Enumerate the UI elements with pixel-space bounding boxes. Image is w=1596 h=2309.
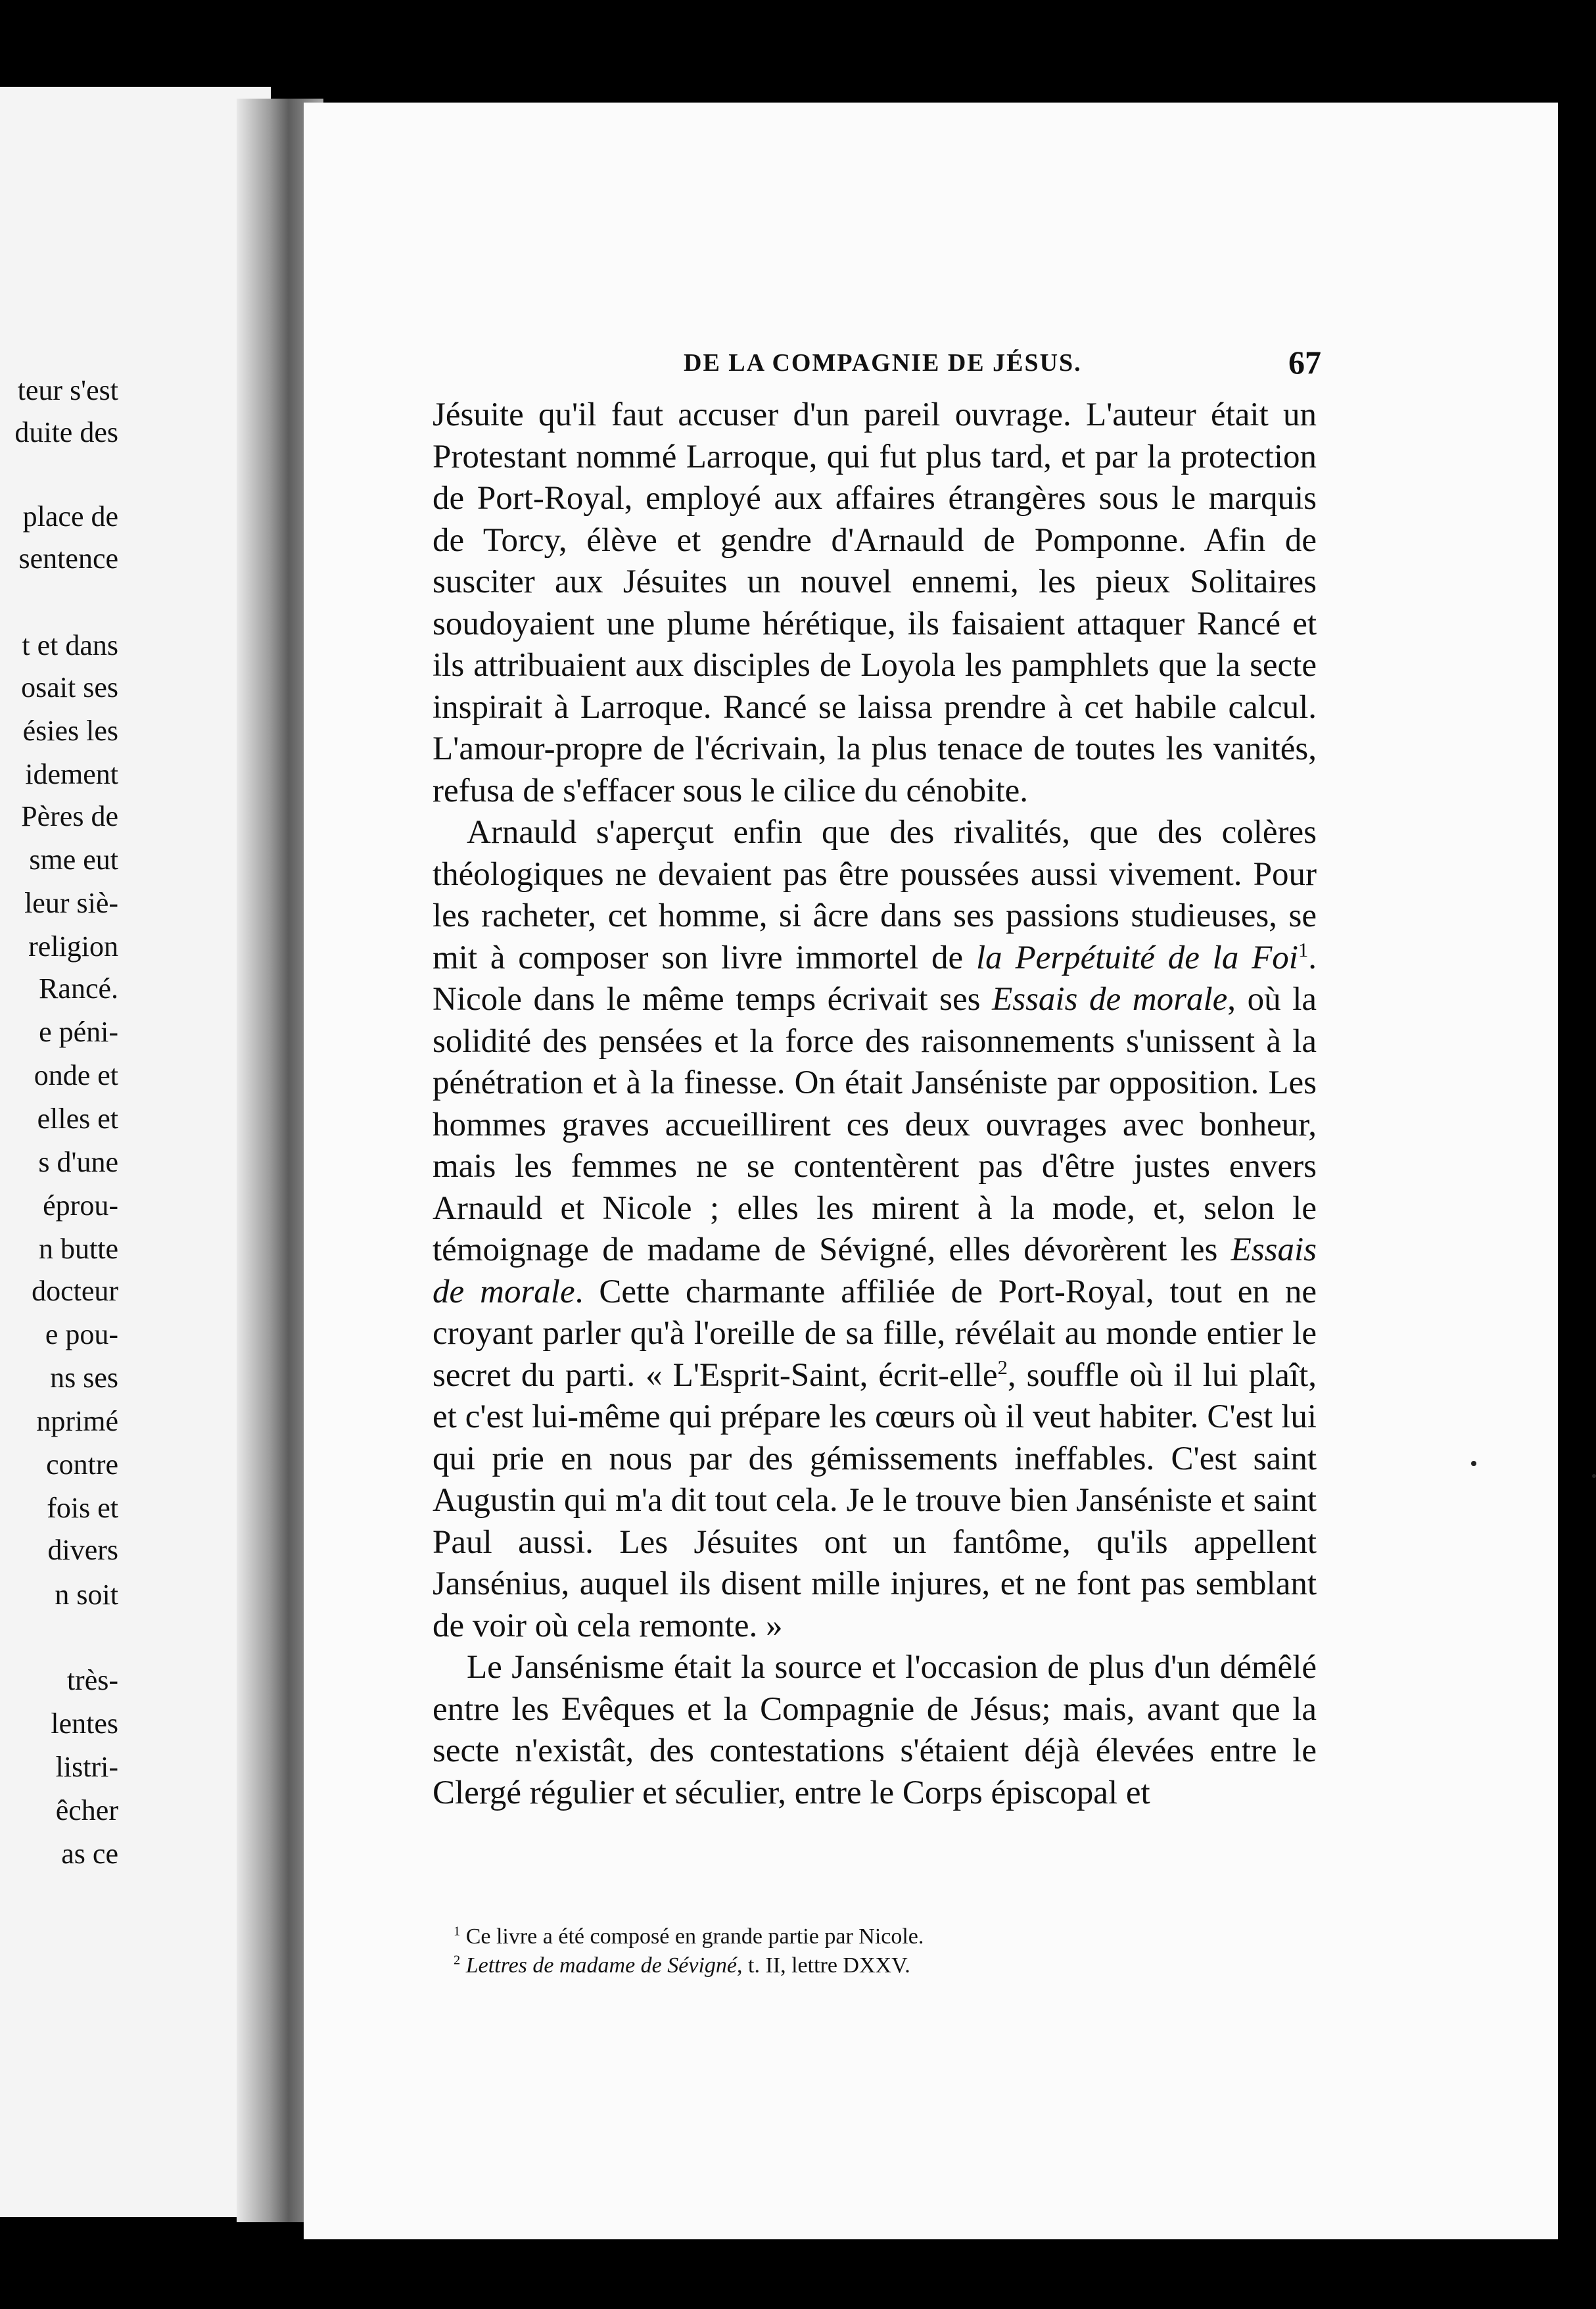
- left-page-line: religion: [28, 930, 118, 963]
- left-page-line: duite des: [14, 416, 118, 448]
- left-page-line: Pères de: [21, 800, 118, 832]
- left-page-line: contre: [46, 1448, 118, 1481]
- left-page-line: fois et: [47, 1492, 118, 1524]
- page-header: [684, 343, 1321, 383]
- paragraph: Le Jansénisme était la source et l'occasion de plus d'un démêlé entre les Evêques et la Compagnie de Jésus; mais, avant que la secte n'existât, des contestations s'étaient déjà élevées entre le Clergé régulier et séculier, entre le Corps épiscopal et: [433, 1649, 1317, 1811]
- left-page-line: e pou-: [45, 1318, 118, 1350]
- left-page-line: place de: [22, 500, 118, 533]
- footnote-reference: 1: [1298, 938, 1309, 961]
- paragraph: [433, 812, 1317, 1647]
- page-speck: [1471, 1461, 1476, 1466]
- left-page-line: teur s'est: [17, 374, 118, 406]
- left-page-line: as ce: [61, 1838, 118, 1870]
- footnote: [454, 1951, 1328, 1980]
- paragraph: Jésuite qu'il faut accuser d'un pareil ouvrage. L'auteur était un Protestant nommé Larroque, qui fut plus tard, et par la protection de Port-Royal, employé aux affaires étrangères sous le marquis de Torcy, élève et gendre d'Arnauld de Pomponne. Afin de susciter aux Jésuites un nouvel ennemi, les pieux Solitaires soudoyaient une plume hérétique, ils faisaient attaquer Rancé et ils attribuaient aux disciples de Loyola les pamphlets que la secte inspirait à Larroque. Rancé se laissa prendre à cet habile calcul. L'amour-propre de l'écrivain, la plus tenace de toutes les vanités, refusa de s'effacer sous le cilice du cénobite.: [433, 396, 1317, 809]
- page-number: 67: [1288, 344, 1321, 381]
- left-page-line: ns ses: [50, 1362, 118, 1394]
- left-page-line: n butte: [39, 1233, 118, 1265]
- left-page-line: idement: [25, 758, 118, 790]
- left-page-line: t et dans: [22, 629, 118, 661]
- book-title: Essais de morale: [992, 981, 1228, 1018]
- paragraph-text: . Cette charmante affiliée de Port-Royal, tout en ne croyant parler qu'à l'oreille de sa fille, révélait au monde entier le secret du parti. « L'Esprit-Saint, écrit-elle: [433, 1273, 1317, 1394]
- footnote-mark: 1: [454, 1924, 461, 1939]
- left-page-line: sentence: [18, 542, 118, 575]
- paragraph-text: Arnauld s'aperçut enfin que des rivalités, que des colères théologiques ne devaient pas être poussées aussi vivement. Pour les racheter, cet homme, si âcre dans ses passions studieuses, se mit à composer son livre immortel de: [433, 814, 1317, 976]
- left-page-line: Rancé.: [39, 972, 118, 1005]
- left-page-line: nprimé: [36, 1405, 118, 1437]
- left-page-line: n soit: [55, 1579, 118, 1611]
- body-text: [433, 394, 1317, 1814]
- paragraph-text: , souffle où il lui plaît, et c'est lui-même qui prépare les cœurs où il veut habiter. C'est lui qui prie en nous par des gémissements ineffables. C'est saint Augustin qui m'a dit tout cela. Je le trouve bien Janséniste et saint Paul aussi. Les Jésuites ont un fantôme, qu'ils appellent Jansénius, auquel ils disent mille injures, et ne font pas semblant de voir où cela remonte. »: [433, 1356, 1317, 1644]
- left-page-line: onde et: [34, 1059, 118, 1091]
- left-page-line: êcher: [55, 1794, 118, 1826]
- running-head: DE LA COMPAGNIE DE JÉSUS.: [684, 349, 1082, 377]
- left-page-line: leur siè-: [24, 887, 118, 919]
- left-page-line: elles et: [37, 1103, 118, 1135]
- footnote-text: Ce livre a été composé en grande partie par Nicole.: [465, 1924, 924, 1949]
- left-page-line: ésies les: [22, 715, 118, 747]
- paragraph-text: . Nicole dans le même temps écrivait ses: [433, 939, 1317, 1018]
- footnote-reference: 2: [997, 1356, 1008, 1379]
- footnotes: [454, 1922, 1328, 1980]
- left-page-line: sme eut: [29, 844, 118, 876]
- left-page-line: docteur: [32, 1275, 118, 1307]
- paragraph-text: , où la solidité des pensées et la force des raisonnements s'unissent à la pénétration et à la finesse. On était Janséniste par opposition. Les hommes graves accueillirent ces deux ouvrages avec bonheur, mais les femmes ne se contentèrent pas d'être justes envers Arnauld et Nicole ; elles les mirent à la mode, et, selon le témoignage de madame de Sévigné, elles dévorèrent les: [433, 981, 1317, 1268]
- left-page-line: divers: [47, 1534, 118, 1566]
- left-page-line: lentes: [51, 1707, 118, 1740]
- book-title: Essais de morale: [433, 1231, 1317, 1310]
- footnote-mark: 2: [454, 1953, 461, 1968]
- book-title: la Perpétuité de la Foi: [976, 939, 1298, 976]
- left-page-line: très-: [66, 1664, 118, 1696]
- left-facing-page: [0, 87, 271, 2217]
- footnote: [454, 1922, 1328, 1951]
- left-page-line: s d'une: [38, 1146, 118, 1178]
- footnote-text: , t. II, lettre DXXV.: [737, 1953, 910, 1978]
- left-page-line: e péni-: [39, 1016, 118, 1048]
- left-page-line: osait ses: [21, 671, 118, 703]
- left-page-line: éprou-: [43, 1189, 118, 1222]
- footnote-title: Lettres de madame de Sévigné: [465, 1953, 737, 1978]
- page-speck: [1592, 1474, 1596, 1478]
- left-page-line: listri-: [55, 1751, 118, 1783]
